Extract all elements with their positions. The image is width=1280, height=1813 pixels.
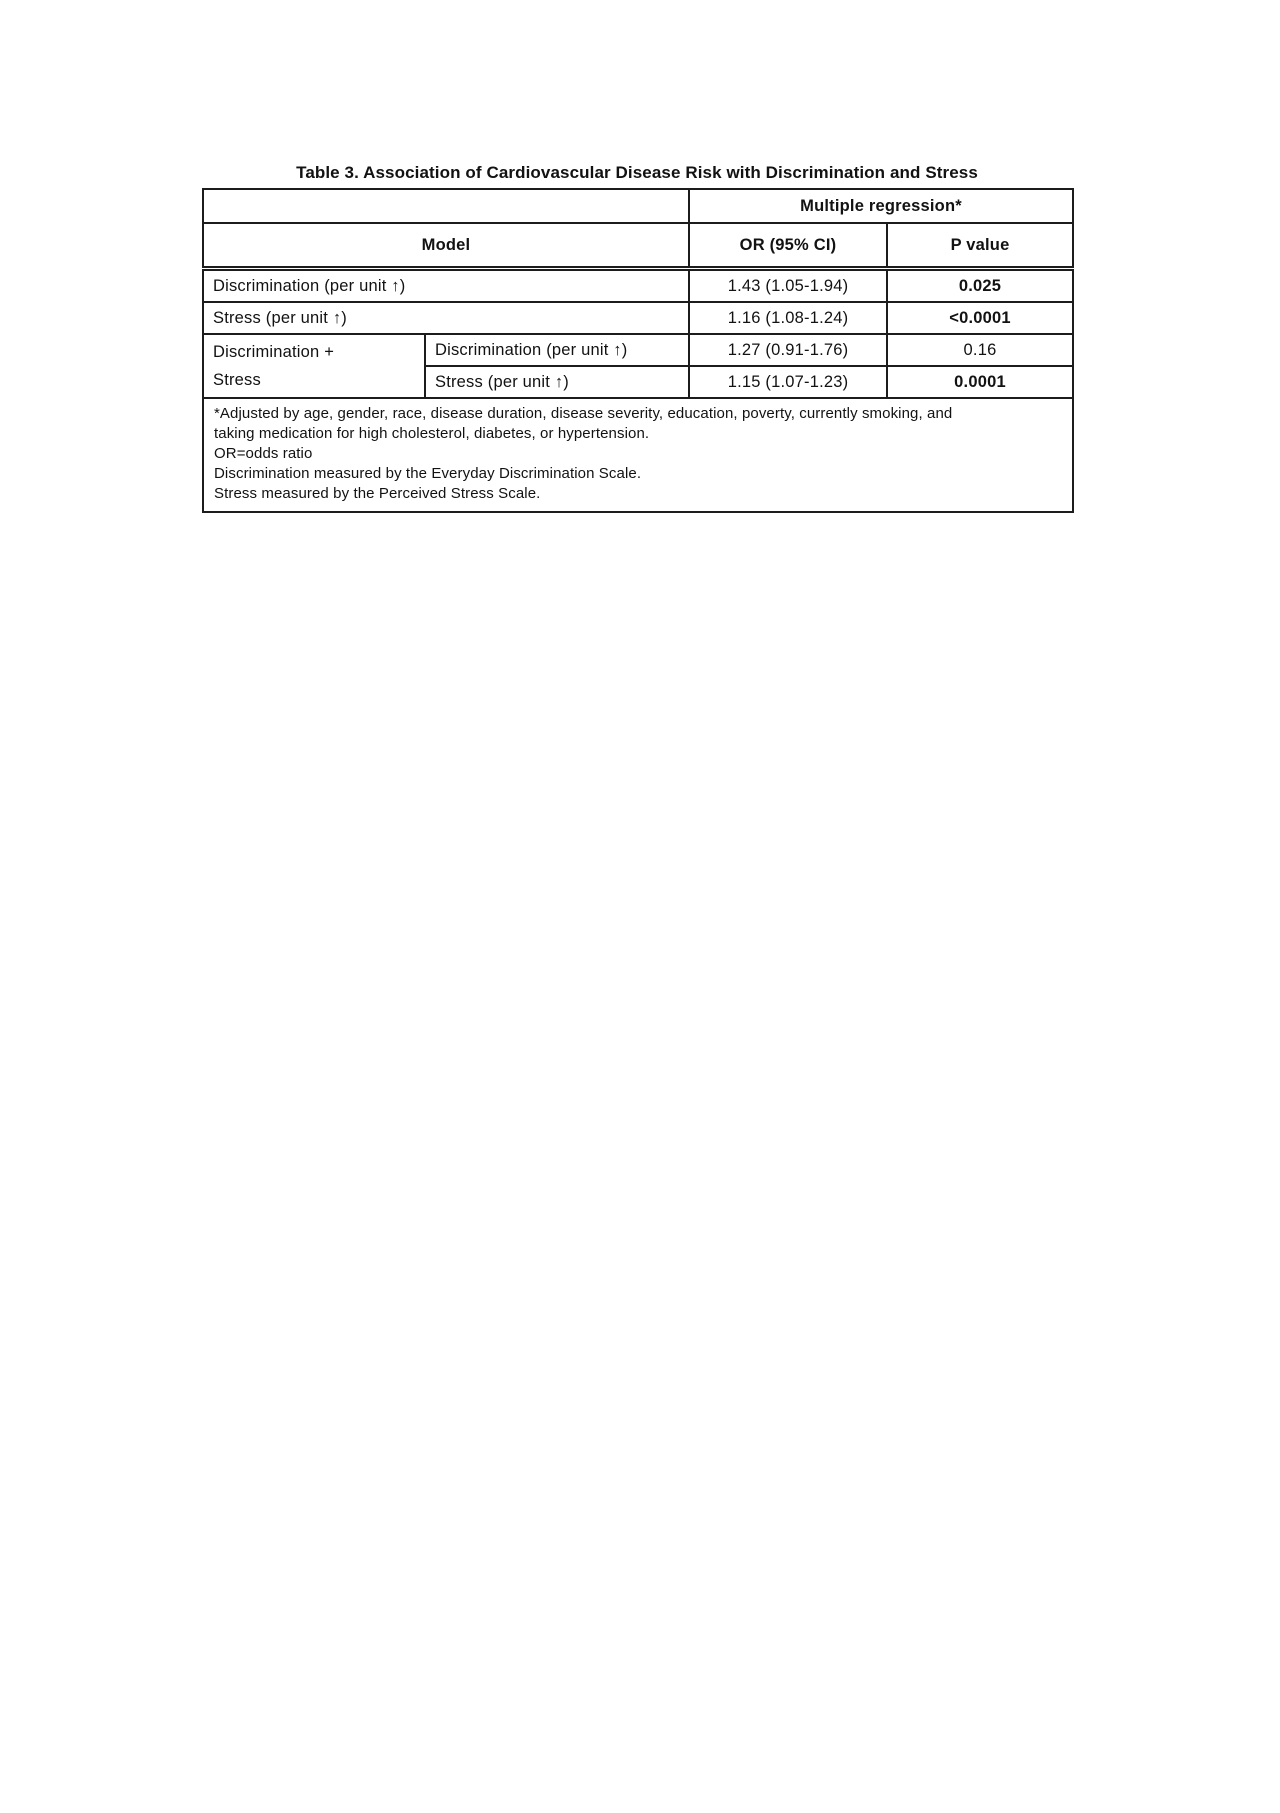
empty-header-cell [203, 189, 689, 223]
row-stress [203, 302, 1073, 334]
or-cell: 1.43 (1.05-1.94) [689, 269, 887, 303]
footnote-line-stress-scale: Stress measured by the Perceived Stress Scale. [214, 485, 541, 502]
row-discrimination [203, 269, 1073, 303]
group-header-row [203, 189, 1073, 223]
results-table [202, 188, 1074, 513]
p-value-cell: 0.025 [887, 269, 1073, 303]
or-column-header: OR (95% CI) [689, 223, 887, 269]
footnote-line-adjusted-2: taking medication for high cholesterol, diabetes, or hypertension. [214, 425, 650, 442]
row-combined-discrimination [203, 334, 1073, 366]
group-cell-line2: Stress [213, 371, 261, 389]
multiple-regression-header: Multiple regression* [689, 189, 1073, 223]
p-value-cell: 0.16 [887, 334, 1073, 366]
model-column-header: Model [203, 223, 689, 269]
p-value-column-header: P value [887, 223, 1073, 269]
footnote-line-adjusted-1: *Adjusted by age, gender, race, disease duration, disease severity, education, poverty, currently smoking, and [214, 405, 953, 422]
footnote-line-discrimination-scale: Discrimination measured by the Everyday Discrimination Scale. [214, 465, 642, 482]
footnote-line-or-definition: OR=odds ratio [214, 445, 313, 462]
column-header-row [203, 223, 1073, 269]
model-cell: Discrimination (per unit ↑) [425, 334, 689, 366]
model-cell: Stress (per unit ↑) [425, 366, 689, 398]
table-title: Table 3. Association of Cardiovascular Disease Risk with Discrimination and Stress [296, 163, 978, 182]
p-value-cell: <0.0001 [887, 302, 1073, 334]
table-block [202, 163, 1072, 513]
group-cell-discrimination-plus-stress [203, 334, 425, 398]
footnote [203, 398, 1073, 512]
or-cell: 1.16 (1.08-1.24) [689, 302, 887, 334]
model-cell: Discrimination (per unit ↑) [203, 269, 689, 303]
model-cell: Stress (per unit ↑) [203, 302, 689, 334]
or-cell: 1.27 (0.91-1.76) [689, 334, 887, 366]
footnote-row [203, 398, 1073, 512]
p-value-cell: 0.0001 [887, 366, 1073, 398]
group-cell-line1: Discrimination + [213, 343, 335, 361]
or-cell: 1.15 (1.07-1.23) [689, 366, 887, 398]
